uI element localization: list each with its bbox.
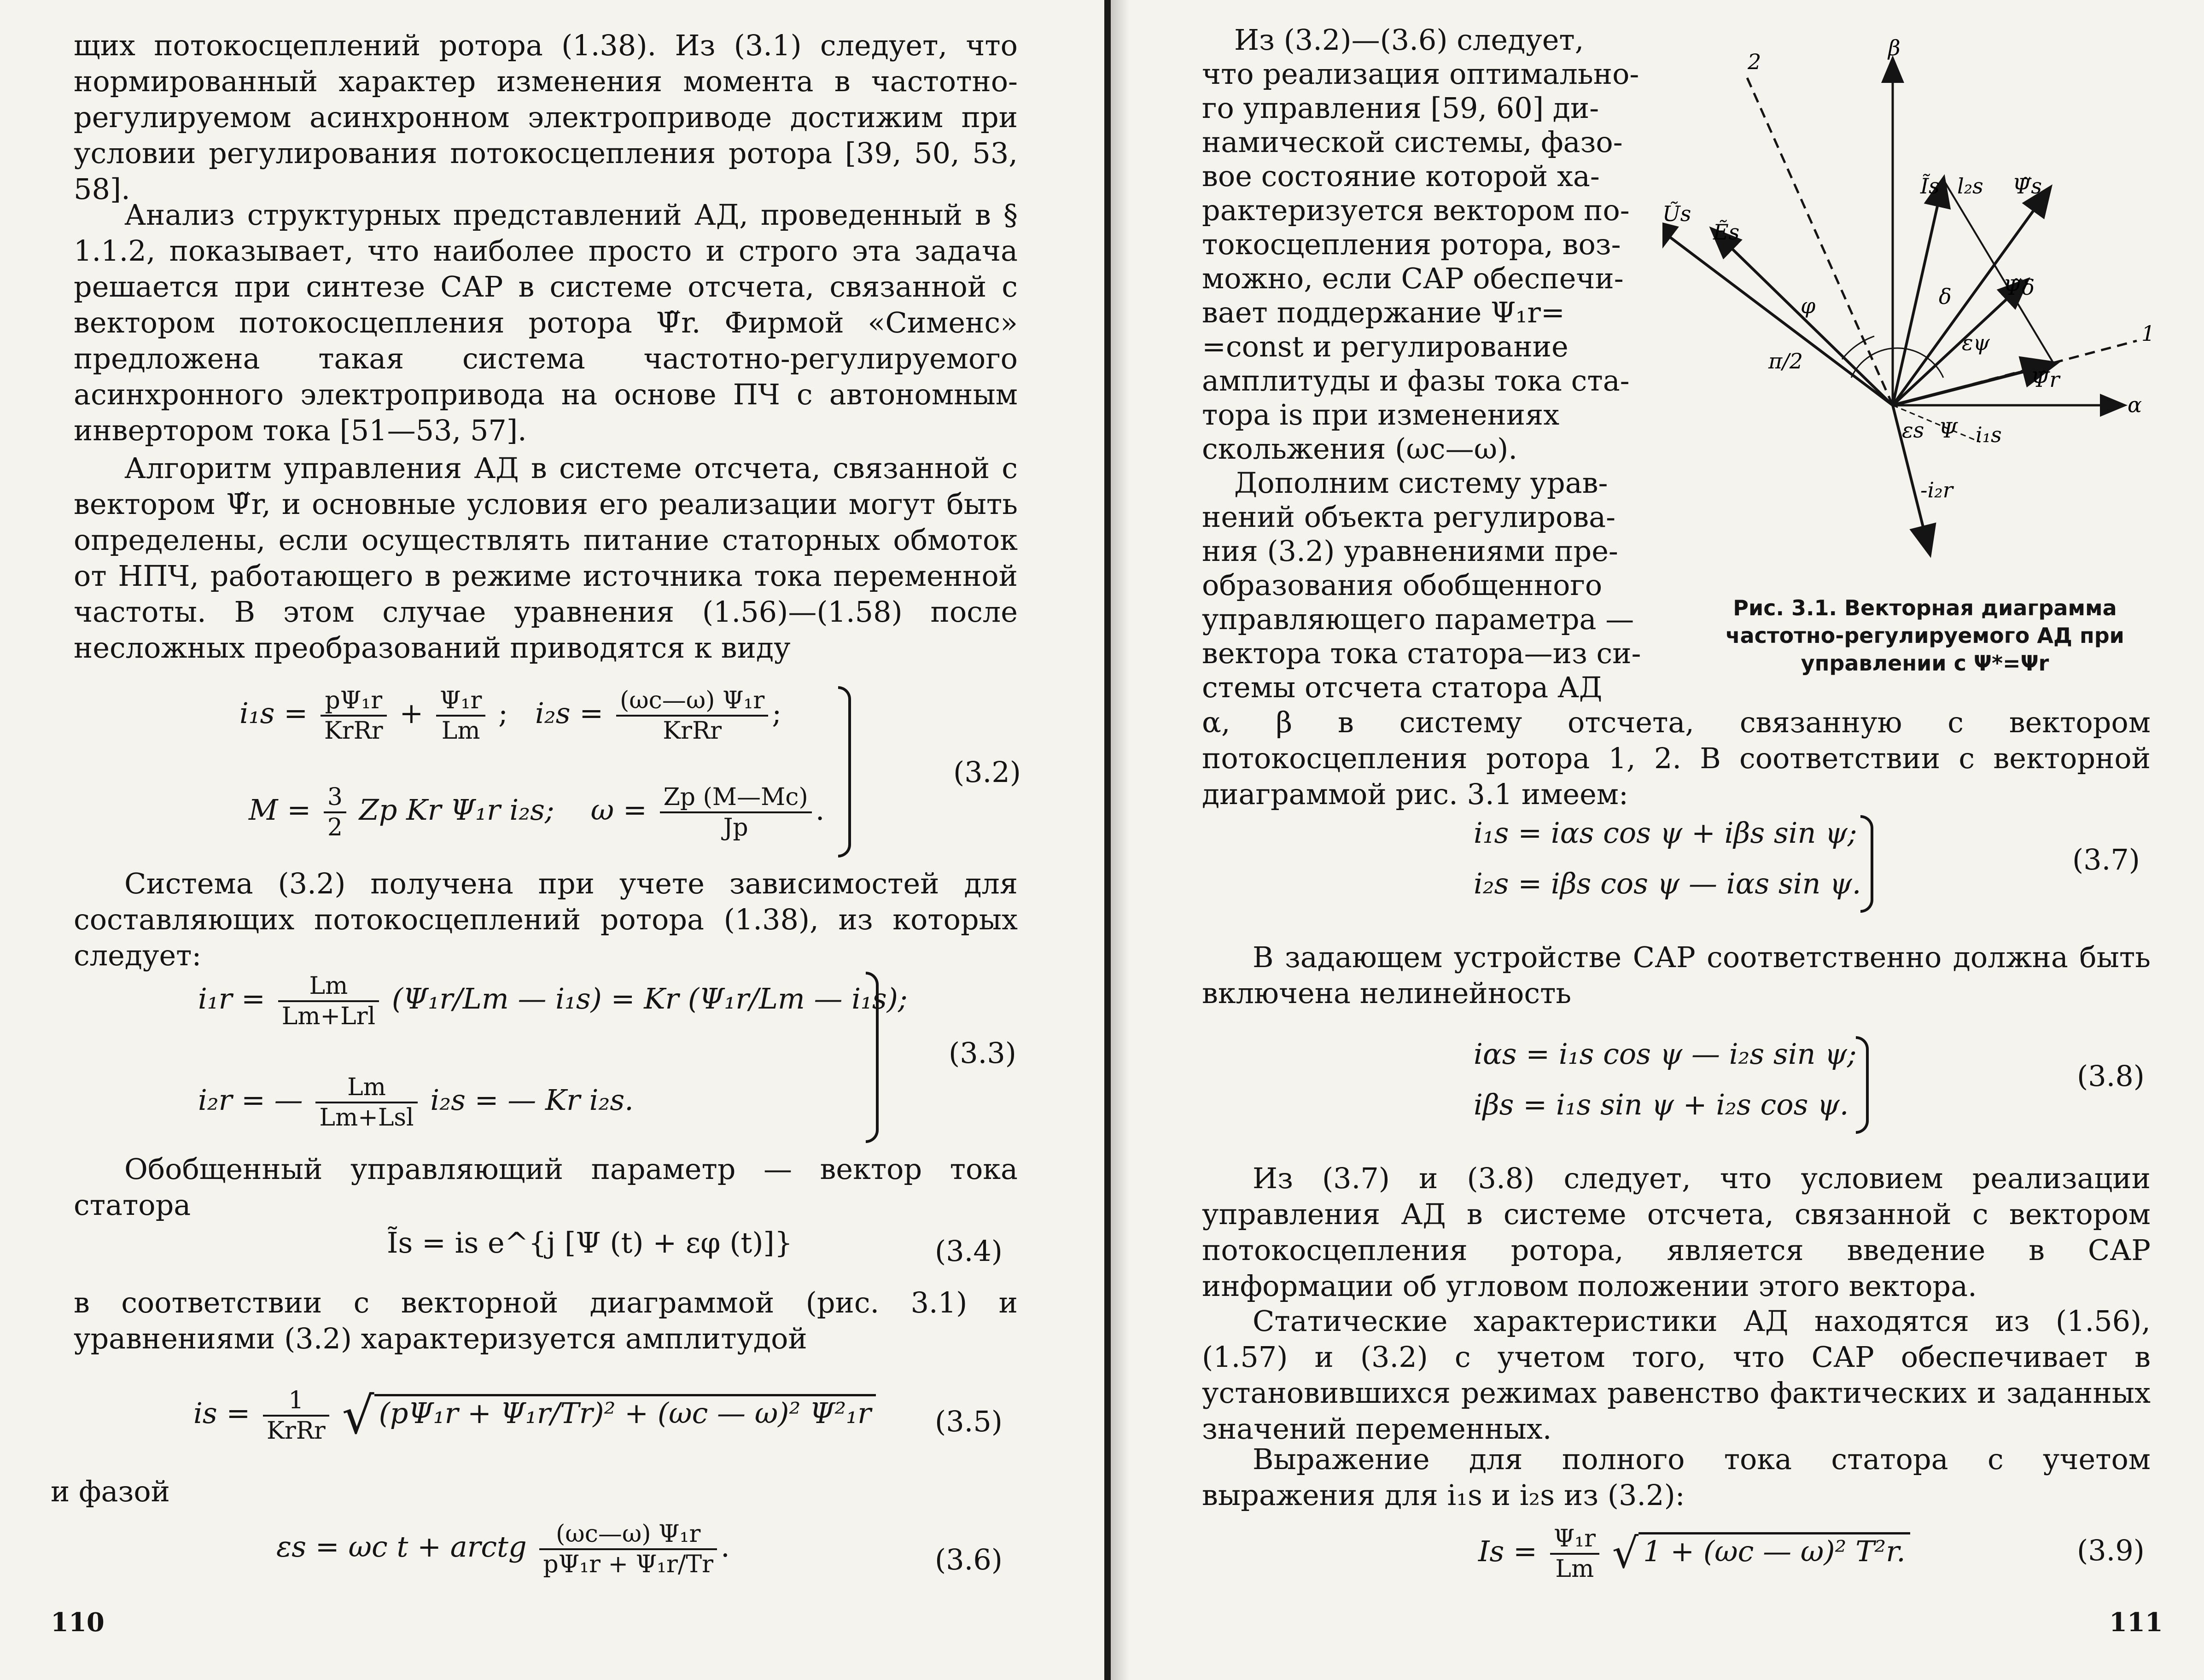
label-axis-2: 2: [1748, 49, 1761, 74]
caption-line: управлении с Ψ*=Ψr: [1801, 651, 2049, 676]
eq-3-9-frac-num: Ψ₁r: [1550, 1524, 1599, 1555]
equation-3-6: εs = ωc t + arctg $\frac{\text{(ωc—ω) Ψ₁r}}{\text{pΨ₁r + Ψ₁r/Tr}}$ .: [276, 1520, 730, 1578]
eq-3-6-lhs: εs = ωc t + arctg: [276, 1530, 527, 1564]
equation-3-3-line-2: [198, 1073, 634, 1132]
eq-3-2-frac-4: [324, 783, 346, 842]
label-us: Ũs: [1662, 201, 1691, 226]
eq-3-2-w-lhs: ω =: [590, 793, 647, 827]
eq-3-6-frac: [539, 1520, 717, 1579]
label-axis-1: 1: [2141, 321, 2155, 346]
label-psi: Ψ: [1939, 418, 1958, 443]
eq-3-5-frac-num: 1: [263, 1386, 329, 1417]
eq-3-2-frac-4-den: 2: [327, 814, 343, 841]
right-paragraph-end-3: Выражение для полного тока статора с учетом выражения для i₁s и i₂s из (3.2):: [1202, 1442, 2151, 1512]
eq-3-7-number: (3.7): [2072, 843, 2140, 876]
eq-3-2-m-lhs: M =: [249, 793, 311, 827]
eq-3-2-frac-3-num: (ωc—ω) Ψ₁r: [616, 686, 768, 717]
eq-3-5-frac-den: KrRr: [267, 1417, 326, 1445]
caption-line: Рис. 3.1. Векторная диаграмма: [1733, 595, 2117, 620]
eq-3-6-number: (3.6): [935, 1543, 1003, 1576]
eq-3-2-frac-4-num: 3: [324, 783, 346, 813]
left-paragraph-1: щих потокосцеплений ротора (1.38). Из (3.1) следует, что нормированный характер изменения момента в частотно-регулируемом асинхронном электроприводе достижим при условии регулирования потокосцепления ротора [39, 50, 53, 58].: [74, 29, 1018, 206]
eq-3-8-brace: [1856, 1036, 1869, 1134]
equation-3-2-line-2: M = $\frac{3}{2}$ Zp Kr Ψ₁r i₂s; ω = $\frac{Zp (M—Mc)}{Jp}$ .: [249, 783, 825, 841]
eq-3-9-frac-den: Lm: [1555, 1555, 1594, 1583]
equation-3-7-line-2: i₂s = iβs cos ψ — iαs sin ψ.: [1474, 867, 1861, 900]
eq-3-2-frac-5: [660, 783, 812, 842]
label-phi: φ: [1801, 293, 1816, 318]
equation-3-5: [193, 1386, 876, 1445]
right-paragraph-end-1: Из (3.7) и (3.8) следует, что условием реализации управления АД в системе отсчета, связанной с вектором потокосцепления ротора, является введение в САР информации об угловом положении этого вектора.: [1202, 1161, 2151, 1303]
eq-3-3-number: (3.3): [949, 1036, 1016, 1070]
vector-diagram-figure: [1662, 37, 2192, 589]
eq-3-2-frac-1: [321, 686, 387, 745]
eq-3-3-line-1-rest: (Ψ₁r/Lm — i₁s) = Kr (Ψ₁r/Lm — i₁s);: [391, 982, 908, 1016]
equation-3-8-line-1: iαs = i₁s cos ψ — i₂s sin ψ;: [1474, 1037, 1857, 1071]
left-paragraph-5: Обобщенный управляющий параметр — вектор тока статора: [74, 1152, 1018, 1222]
right-page-number: 111: [2109, 1607, 2163, 1638]
intro-line: тора is при изменениях: [1202, 398, 1560, 432]
label-beta: β: [1888, 37, 1901, 60]
intro-line: намической системы, фазо-: [1202, 125, 1623, 159]
eq-3-9-number: (3.9): [2077, 1534, 2145, 1567]
eq-3-2-frac-5-den: Jp: [723, 814, 748, 841]
equation-3-4: Ĩs = is e^{j [Ψ (t) + εφ (t)]}: [387, 1226, 793, 1260]
eq-3-3-frac-1: [278, 972, 379, 1031]
eq-3-2-brace: [838, 686, 851, 858]
left-paragraph-6: в соответствии с векторной диаграммой (рис. 3.1) и уравнениями (3.2) характеризуется амплитудой: [74, 1286, 1018, 1355]
eq-3-9-radicand: 1 + (ωc — ω)² T²r.: [1638, 1532, 1910, 1568]
figure-caption: [1681, 594, 2169, 677]
eq-3-3-line-1-lhs: i₁r =: [198, 982, 265, 1016]
left-paragraph-3: Алгоритм управления АД в системе отсчета, связанной с вектором Ψ̃r, и основные условия его реализации могут быть определены, если осуществлять питание статорных обмоток от НПЧ, работающего в режиме источника тока переменной частоты. В этом случае уравнения (1.56)—(1.58) после несложных преобразований приводятся к виду: [74, 451, 1018, 665]
intro-line: что реализация оптимально-: [1202, 57, 1639, 91]
eq-3-4-number: (3.4): [935, 1234, 1003, 1268]
intro-line: нений объекта регулирова-: [1202, 500, 1616, 534]
equation-3-3-line-1: [198, 972, 908, 1031]
equation-3-2-line-1: i₁s = $\frac{\text{pΨ₁r}}{\text{KrRr}}$ + $\frac{\text{Ψ₁r}}{Lm}$ ; i₂s = $\frac{\text{(ωc—ω) Ψ₁r}}{\text{KrRr}}$ ;: [239, 687, 782, 745]
intro-line: скольжения (ωc—ω).: [1202, 432, 1518, 466]
right-paragraph-end-2: Статические характеристики АД находятся из (1.56), (1.57) и (3.2) с учетом того, что САР обеспечивает в установившихся режимах равенство фактических и заданных значений переменных.: [1202, 1304, 2151, 1446]
intro-line: ния (3.2) уравнениями пре-: [1202, 534, 1618, 568]
intro-line: Дополним систему урав-: [1234, 466, 1608, 500]
right-paragraph-after-figure: α, β в систему отсчета, связанную с вектором потокосцепления ротора 1, 2. В соответствии с векторной диаграммой рис. 3.1 имеем:: [1202, 706, 2151, 811]
intro-line: стемы отсчета статора АД: [1202, 671, 1603, 704]
eq-3-2-frac-2: [436, 686, 485, 745]
label-psidelta: Ψ̃δ: [2003, 275, 2035, 300]
label-l2s: l₂s: [1957, 174, 1983, 198]
eq-3-3-frac-2-num: Lm: [315, 1073, 417, 1103]
equation-3-9: [1478, 1524, 1910, 1583]
left-paragraph-4: Система (3.2) получена при учете зависимостей для составляющих потокосцеплений ротора (1.38), из которых следует:: [74, 867, 1018, 972]
eq-3-5-lhs: is =: [193, 1396, 251, 1430]
eq-3-2-i1s-lhs: i₁s =: [239, 696, 308, 730]
intro-line: амплитуды и фазы тока ста-: [1202, 364, 1630, 397]
radical-sign: √: [1612, 1529, 1639, 1578]
eq-3-3-frac-1-num: Lm: [278, 972, 379, 1002]
label-is: Ĩs: [1920, 174, 1940, 198]
eq-3-6-frac-num: (ωc—ω) Ψ₁r: [539, 1520, 717, 1550]
intro-line: образования обобщенного: [1202, 568, 1603, 602]
intro-line: Из (3.2)—(3.6) следует,: [1234, 23, 1584, 57]
eq-3-7-brace: [1860, 815, 1873, 913]
label-i1s: i₁s: [1976, 422, 2002, 447]
label-psir: Ψ̃r: [2031, 367, 2060, 392]
intro-line: вектора тока статора—из си-: [1202, 636, 1641, 670]
eq-3-2-i2s-lhs: i₂s =: [535, 696, 604, 730]
eq-3-2-frac-1-den: KrRr: [324, 717, 383, 745]
left-paragraph-2: Анализ структурных представлений АД, проведенный в § 1.1.2, показывает, что наиболее просто и строго эта задача решается при синтезе САР в системе отсчета, связанной с вектором потокосцепления ротора Ψ̃r. Фирмой «Сименс» предложена такая система частотно-регулируемого асинхронного электропривода на основе ПЧ с автономным инвертором тока [51—53, 57].: [74, 198, 1018, 447]
eq-3-5-radicand: (pΨ₁r + Ψ₁r/Tr)² + (ωc — ω)² Ψ²₁r: [374, 1394, 876, 1430]
eq-3-2-plus: +: [399, 696, 424, 730]
book-gutter: [1104, 0, 1111, 1680]
left-paragraph-7: и фазой: [51, 1475, 170, 1508]
equation-3-8-line-2: iβs = i₁s sin ψ + i₂s cos ψ.: [1474, 1088, 1849, 1121]
intro-line: управляющего параметра —: [1202, 602, 1634, 636]
eq-3-9-lhs: Is =: [1478, 1534, 1537, 1569]
left-page: [0, 0, 1101, 1680]
eq-3-2-frac-1-num: pΨ₁r: [321, 686, 387, 717]
eq-3-2-frac-3: [616, 686, 768, 745]
eq-3-3-line-2-lhs: i₂r = —: [198, 1083, 303, 1117]
eq-3-2-frac-5-num: Zp (M—Mc): [660, 783, 812, 813]
intro-line: вое состояние которой ха-: [1202, 159, 1600, 193]
eq-3-2-m-rest: Zp Kr Ψ₁r i₂s;: [359, 793, 554, 827]
right-paragraph-nonlinearity: В задающем устройстве САР соответственно должна быть включена нелинейность: [1202, 940, 2151, 1010]
eq-3-5-number: (3.5): [935, 1405, 1003, 1438]
eq-3-2-frac-3-den: KrRr: [663, 717, 722, 745]
eq-3-3-frac-2: [315, 1073, 417, 1132]
label-es: Ẽs: [1713, 220, 1740, 245]
label-delta: δ: [1939, 284, 1952, 309]
label-eps-s: εs: [1902, 418, 1924, 443]
eq-3-2-number: (3.2): [953, 755, 1021, 789]
eq-3-6-frac-den: pΨ₁r + Ψ₁r/Tr: [543, 1551, 713, 1578]
intro-line: рактеризуется вектором по-: [1202, 193, 1630, 227]
eq-3-2-frac-2-den: Lm: [441, 717, 480, 745]
equation-3-7-line-1: i₁s = iαs cos ψ + iβs sin ψ;: [1474, 816, 1857, 850]
right-page: [1119, 0, 2204, 1680]
label-minus-i2r: -i₂r: [1920, 478, 1953, 502]
eq-3-8-number: (3.8): [2077, 1059, 2145, 1093]
label-alpha: α: [2128, 392, 2142, 417]
eq-3-5-frac: [263, 1386, 329, 1445]
eq-3-2-separator: ;: [498, 696, 508, 730]
us-vector: [1662, 221, 1893, 405]
eq-3-2-frac-2-num: Ψ₁r: [436, 686, 485, 717]
label-eps-psi: εψ: [1962, 330, 1990, 355]
label-pi-over-2: π/2: [1768, 349, 1803, 373]
label-psis: Ψ̃s: [2012, 174, 2042, 198]
eq-3-3-frac-2-den: Lm+Lsl: [319, 1104, 414, 1132]
eq-3-9-frac: [1550, 1524, 1599, 1583]
eq-3-3-brace: [866, 972, 879, 1143]
intro-line: го управления [59, 60] ди-: [1202, 91, 1599, 125]
intro-line: вает поддержание Ψ₁r=: [1202, 296, 1565, 329]
radical-sign: √: [342, 1386, 374, 1445]
intro-line: можно, если САР обеспечи-: [1202, 262, 1624, 295]
intro-line: =const и регулирование: [1202, 330, 1568, 363]
left-page-number: 110: [51, 1607, 105, 1638]
intro-line: токосцепления ротора, воз-: [1202, 228, 1621, 261]
caption-line: частотно-регулируемого АД при: [1726, 623, 2124, 648]
eq-3-3-frac-1-den: Lm+Lrl: [281, 1003, 376, 1030]
eq-3-3-line-2-rest: i₂s = — Kr i₂s.: [430, 1083, 634, 1117]
